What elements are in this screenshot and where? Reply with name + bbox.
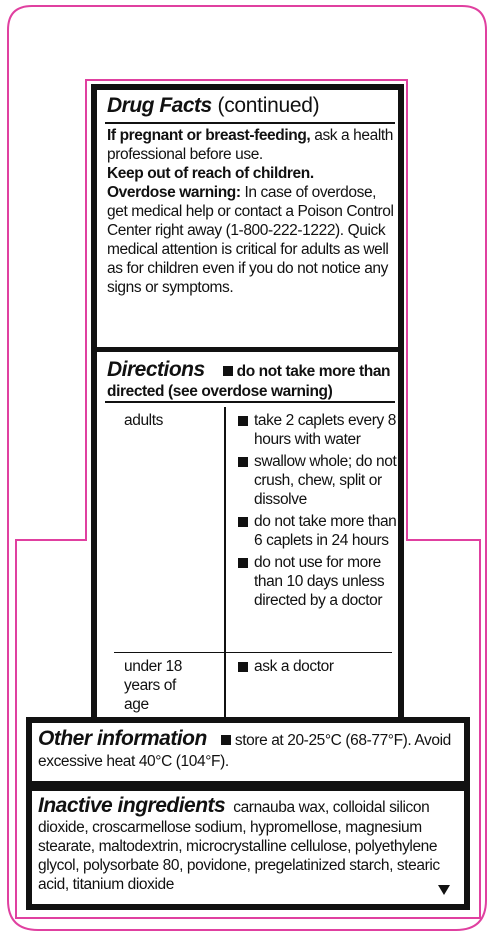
inactive-ingredients-list: carnauba wax, colloidal silicon dioxide, croscarmellose sodium, hypromellose, magnesium stearate, maltodextrin, microcrystalline cellulose, polyethylene glycol, polysorbate 80, povidone, pregelatinized starch, stearic acid, titanium dioxide — [38, 799, 440, 893]
bullet-square-icon — [238, 457, 248, 467]
row-divider — [114, 652, 392, 653]
inactive-ingredients-panel — [26, 785, 470, 910]
continue-arrow-icon — [438, 885, 450, 895]
bullet-square-icon — [221, 735, 231, 745]
warnings-section — [107, 126, 397, 297]
overdose-warning-text: In case of overdose, get medical help or contact a Poison Control Center right away (1-800-222-1222). Quick medical attention is critical for adults as well as for children even if you do not notice any signs or symptoms. — [107, 184, 394, 296]
list-item: ask a doctor — [238, 657, 403, 676]
list-item: take 2 caplets every 8 hours with water — [238, 411, 403, 449]
overdose-warning — [107, 183, 397, 297]
bullet-square-icon — [238, 517, 248, 527]
other-information-title: Other information — [38, 727, 207, 750]
drug-facts-heading: Drug Facts — [107, 94, 212, 117]
list-item: do not take more than 6 caplets in 24 hours — [238, 512, 403, 550]
drug-facts-title — [107, 93, 319, 119]
inactive-ingredients-section — [38, 794, 463, 894]
directions-header — [107, 358, 402, 401]
adults-directions-list — [238, 411, 403, 610]
bullet-square-icon — [238, 558, 248, 568]
continued-label: (continued) — [217, 94, 320, 117]
directions-lead: do not take more than directed (see overdose warning) — [107, 363, 391, 400]
inactive-ingredients-title: Inactive ingredients — [38, 794, 226, 817]
pregnancy-warning-lead: If pregnant or breast-feeding, — [107, 127, 311, 144]
overdose-warning-lead: Overdose warning: — [107, 184, 241, 201]
bullet-square-icon — [238, 662, 248, 672]
bullet-square-icon — [223, 366, 233, 376]
directions-title: Directions — [107, 358, 205, 381]
list-item: swallow whole; do not crush, chew, split or dissolve — [238, 452, 403, 509]
row-label-adults: adults — [124, 412, 163, 429]
storage-text: store at 20-25°C (68-77°F). Avoid excessive heat 40°C (104°F). — [38, 732, 451, 770]
row-label-under-18: under 18 years of age — [124, 658, 182, 713]
other-information-panel — [26, 717, 470, 787]
title-rule — [105, 122, 395, 124]
table-column-divider — [224, 407, 226, 719]
drug-facts-panel — [91, 84, 404, 724]
other-information-section — [38, 726, 458, 771]
section-divider — [97, 347, 398, 352]
bullet-square-icon — [238, 416, 248, 426]
pregnancy-warning — [107, 126, 397, 164]
keep-out-warning: Keep out of reach of children. — [107, 165, 314, 182]
pregnancy-warning-text: ask a health professional before use. — [107, 127, 394, 163]
directions-rule — [105, 401, 395, 403]
under-18-directions-list — [238, 657, 403, 676]
list-item: do not use for more than 10 days unless directed by a doctor — [238, 553, 403, 610]
